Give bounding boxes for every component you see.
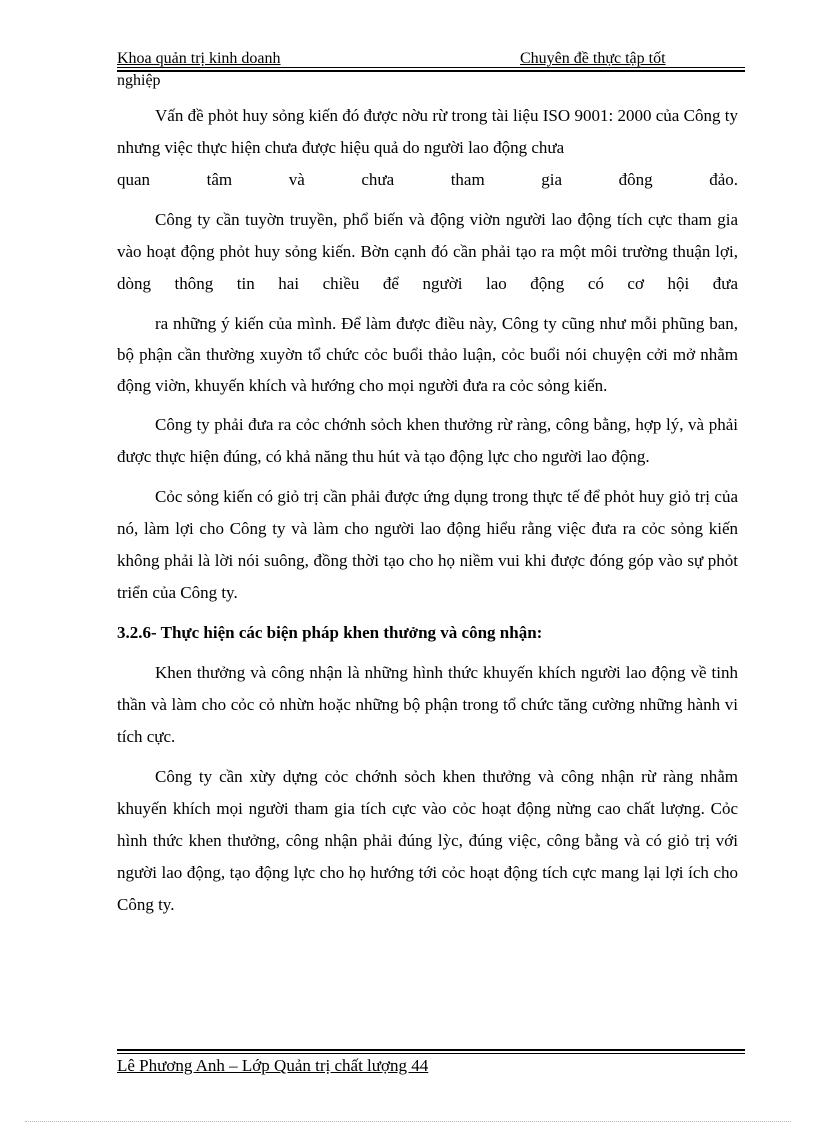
paragraph: Công ty cần tuyờn truyền, phổ biến và động viờn người lao động tích cực tham gia vào hoạt động phỏt huy sỏng kiến. Bờn cạnh đó cần phải tạo ra một môi trường thuận lợi, dòng thông tin hai chiều để người lao động có cơ hội đưa (117, 210, 738, 293)
header-rule (117, 67, 745, 75)
paragraph: Công ty phải đưa ra cỏc chớnh sỏch khen thưởng rừ ràng, công bằng, hợp lý, và phải được thực hiện đúng, có khả năng thu hút và tạo động lực cho người lao động. (117, 415, 738, 466)
header-faculty: Khoa quản trị kinh doanh (117, 50, 281, 67)
page-header (117, 50, 745, 92)
paragraph-continuation: ra những ý kiến của mình. Để làm được điều này, Công ty cũng như mỗi phũng ban, bộ phận cần thường xuyờn tổ chức cỏc buổi thảo luận, cỏc buổi nói chuyện cởi mở nhằm động viờn, khuyến khích và hướng cho mọi người đưa ra cỏc sỏng kiến. (117, 314, 738, 395)
paragraph: Cỏc sỏng kiến có giỏ trị cần phải được ứng dụng trong thực tế để phỏt huy giỏ trị của nó, làm lợi cho Công ty và làm cho người lao động hiểu rằng việc đưa ra cỏc sỏng kiến không phải là lời nói suông, đồng thời tạo cho họ niềm vui khi được đóng góp vào sự phỏt triển của Công ty. (117, 487, 738, 602)
page-footer (117, 1049, 745, 1076)
document-body (117, 100, 738, 921)
section-heading: 3.2.6- Thực hiện các biện pháp khen thưởng và công nhận: (117, 623, 543, 642)
paragraph: Khen thưởng và công nhận là những hình thức khuyến khích người lao động về tinh thần và làm cho cỏc cỏ nhừn hoặc những bộ phận trong tổ chức tăng cường những hành vi tích cực. (117, 663, 738, 746)
paragraph-continuation: quan tâm và chưa tham gia đông đảo. (117, 170, 738, 189)
page-edge-divider (25, 1121, 791, 1122)
paragraph: Công ty cần xừy dựng cỏc chớnh sỏch khen thưởng và công nhận rừ ràng nhằm khuyến khích mọi người tham gia tích cực vào cỏc hoạt động nừng cao chất lượng. Cỏc hình thức khen thưởng, công nhận phải đúng lỳc, đúng việc, công bằng và có giỏ trị với người lao động, tạo động lực cho họ hướng tới cỏc hoạt động tích cực mang lại lợi ích cho Công ty. (117, 767, 738, 914)
header-title-continuation: nghiệp (117, 72, 161, 89)
header-report-title: Chuyên đề thực tập tốt (520, 50, 666, 67)
footer-author: Lê Phương Anh – Lớp Quản trị chất lượng 44 (117, 1056, 429, 1075)
paragraph: Vấn đề phỏt huy sỏng kiến đó được nờu rừ trong tài liệu ISO 9001: 2000 của Công ty nhưng việc thực hiện chưa được hiệu quả do người lao động chưa (117, 106, 738, 157)
